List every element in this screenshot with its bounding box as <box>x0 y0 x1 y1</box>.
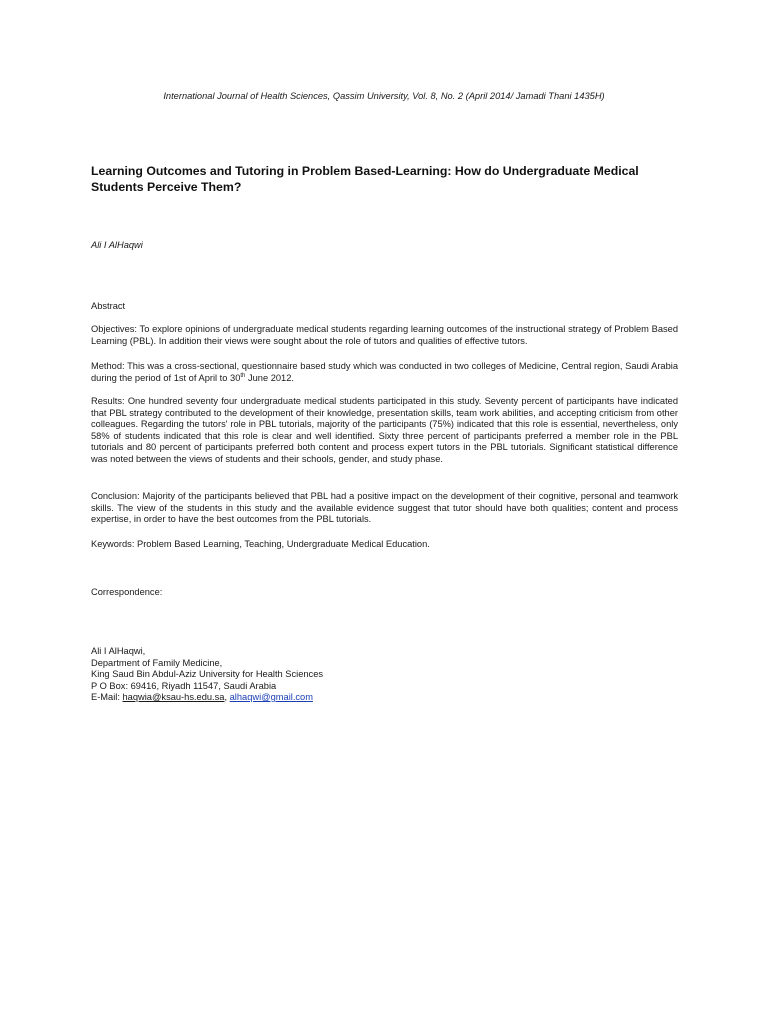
results-label: Results: <box>91 396 125 406</box>
email-label: E-Mail: <box>91 692 123 702</box>
conclusion-label: Conclusion: <box>91 491 140 501</box>
article-author: Ali I AlHaqwi <box>91 240 143 250</box>
email-link-ksau[interactable]: haqwia@ksau-hs.edu.sa <box>122 692 225 702</box>
abstract-keywords <box>91 539 678 551</box>
correspondence-po-box: P O Box: 69416, Riyadh 11547, Saudi Arabia <box>91 680 277 691</box>
method-label: Method: <box>91 361 125 371</box>
correspondence-email-line <box>91 692 678 704</box>
keywords-text: Problem Based Learning, Teaching, Undergraduate Medical Education. <box>134 539 430 549</box>
correspondence-heading: Correspondence: <box>91 587 163 597</box>
journal-header: International Journal of Health Sciences, Qassim University, Vol. 8, No. 2 (April 2014/ Jamadi Thani 1435H) <box>163 91 605 101</box>
email-link-gmail[interactable]: alhaqwi@gmail.com <box>229 692 313 702</box>
results-text: One hundred seventy four undergraduate medical students participated in this study. Seventy percent of participants have indicated that PBL strategy contributed to the development of their knowledge, presentation skills, team work abilities, and accepting criticism from other colleagues. Regarding the tutors' role in PBL tutorials, majority of the participants (75%) indicated that this role is essential, nevertheless, only 58% of students indicated that this role is clear and well identified. Sixty three percent of participants preferred a member role in the PBL tutorials and 80 percent of participants preferred both content and process expert tutors in the PBL tutorials. Significant statistical difference was noted between the views of students and their schools, gender, and study phase. <box>91 396 678 464</box>
correspondence-department: Department of Family Medicine, <box>91 657 223 668</box>
objectives-text: To explore opinions of undergraduate medical students regarding learning outcomes of the instructional strategy of Problem Based Learning (PBL). In addition their views were sought about the role of tutors and qualities of effective tutors. <box>91 324 678 346</box>
keywords-label: Keywords: <box>91 539 135 549</box>
article-title: Learning Outcomes and Tutoring in Problem Based-Learning: How do Undergraduate Medical Students Perceive Them? <box>91 164 639 194</box>
method-text-end: June 2012. <box>245 372 294 383</box>
abstract-method <box>91 361 678 384</box>
conclusion-text: Majority of the participants believed that PBL had a positive impact on the development of their cognitive, personal and teamwork skills. The view of the students in this study and the available evidence suggest that tutor should have both qualities; content and process expertise, in order to have the best outcomes from the PBL tutorials. <box>91 491 678 524</box>
correspondence-university: King Saud Bin Abdul-Aziz University for Health Sciences <box>91 669 324 679</box>
email-separator: , <box>224 692 230 702</box>
method-superscript: th <box>240 372 246 379</box>
abstract-conclusion <box>91 491 678 526</box>
abstract-objectives <box>91 324 678 347</box>
correspondence-name: Ali I AlHaqwi, <box>91 646 146 656</box>
abstract-heading: Abstract <box>91 301 126 311</box>
abstract-results <box>91 396 678 465</box>
objectives-label: Objectives: <box>91 324 137 334</box>
method-text: This was a cross-sectional, questionnaire based study which was conducted in two colleges of Medicine, Central region, Saudi Arabia during the period of 1st of April to 30 <box>91 361 678 383</box>
correspondence-address <box>91 646 678 704</box>
